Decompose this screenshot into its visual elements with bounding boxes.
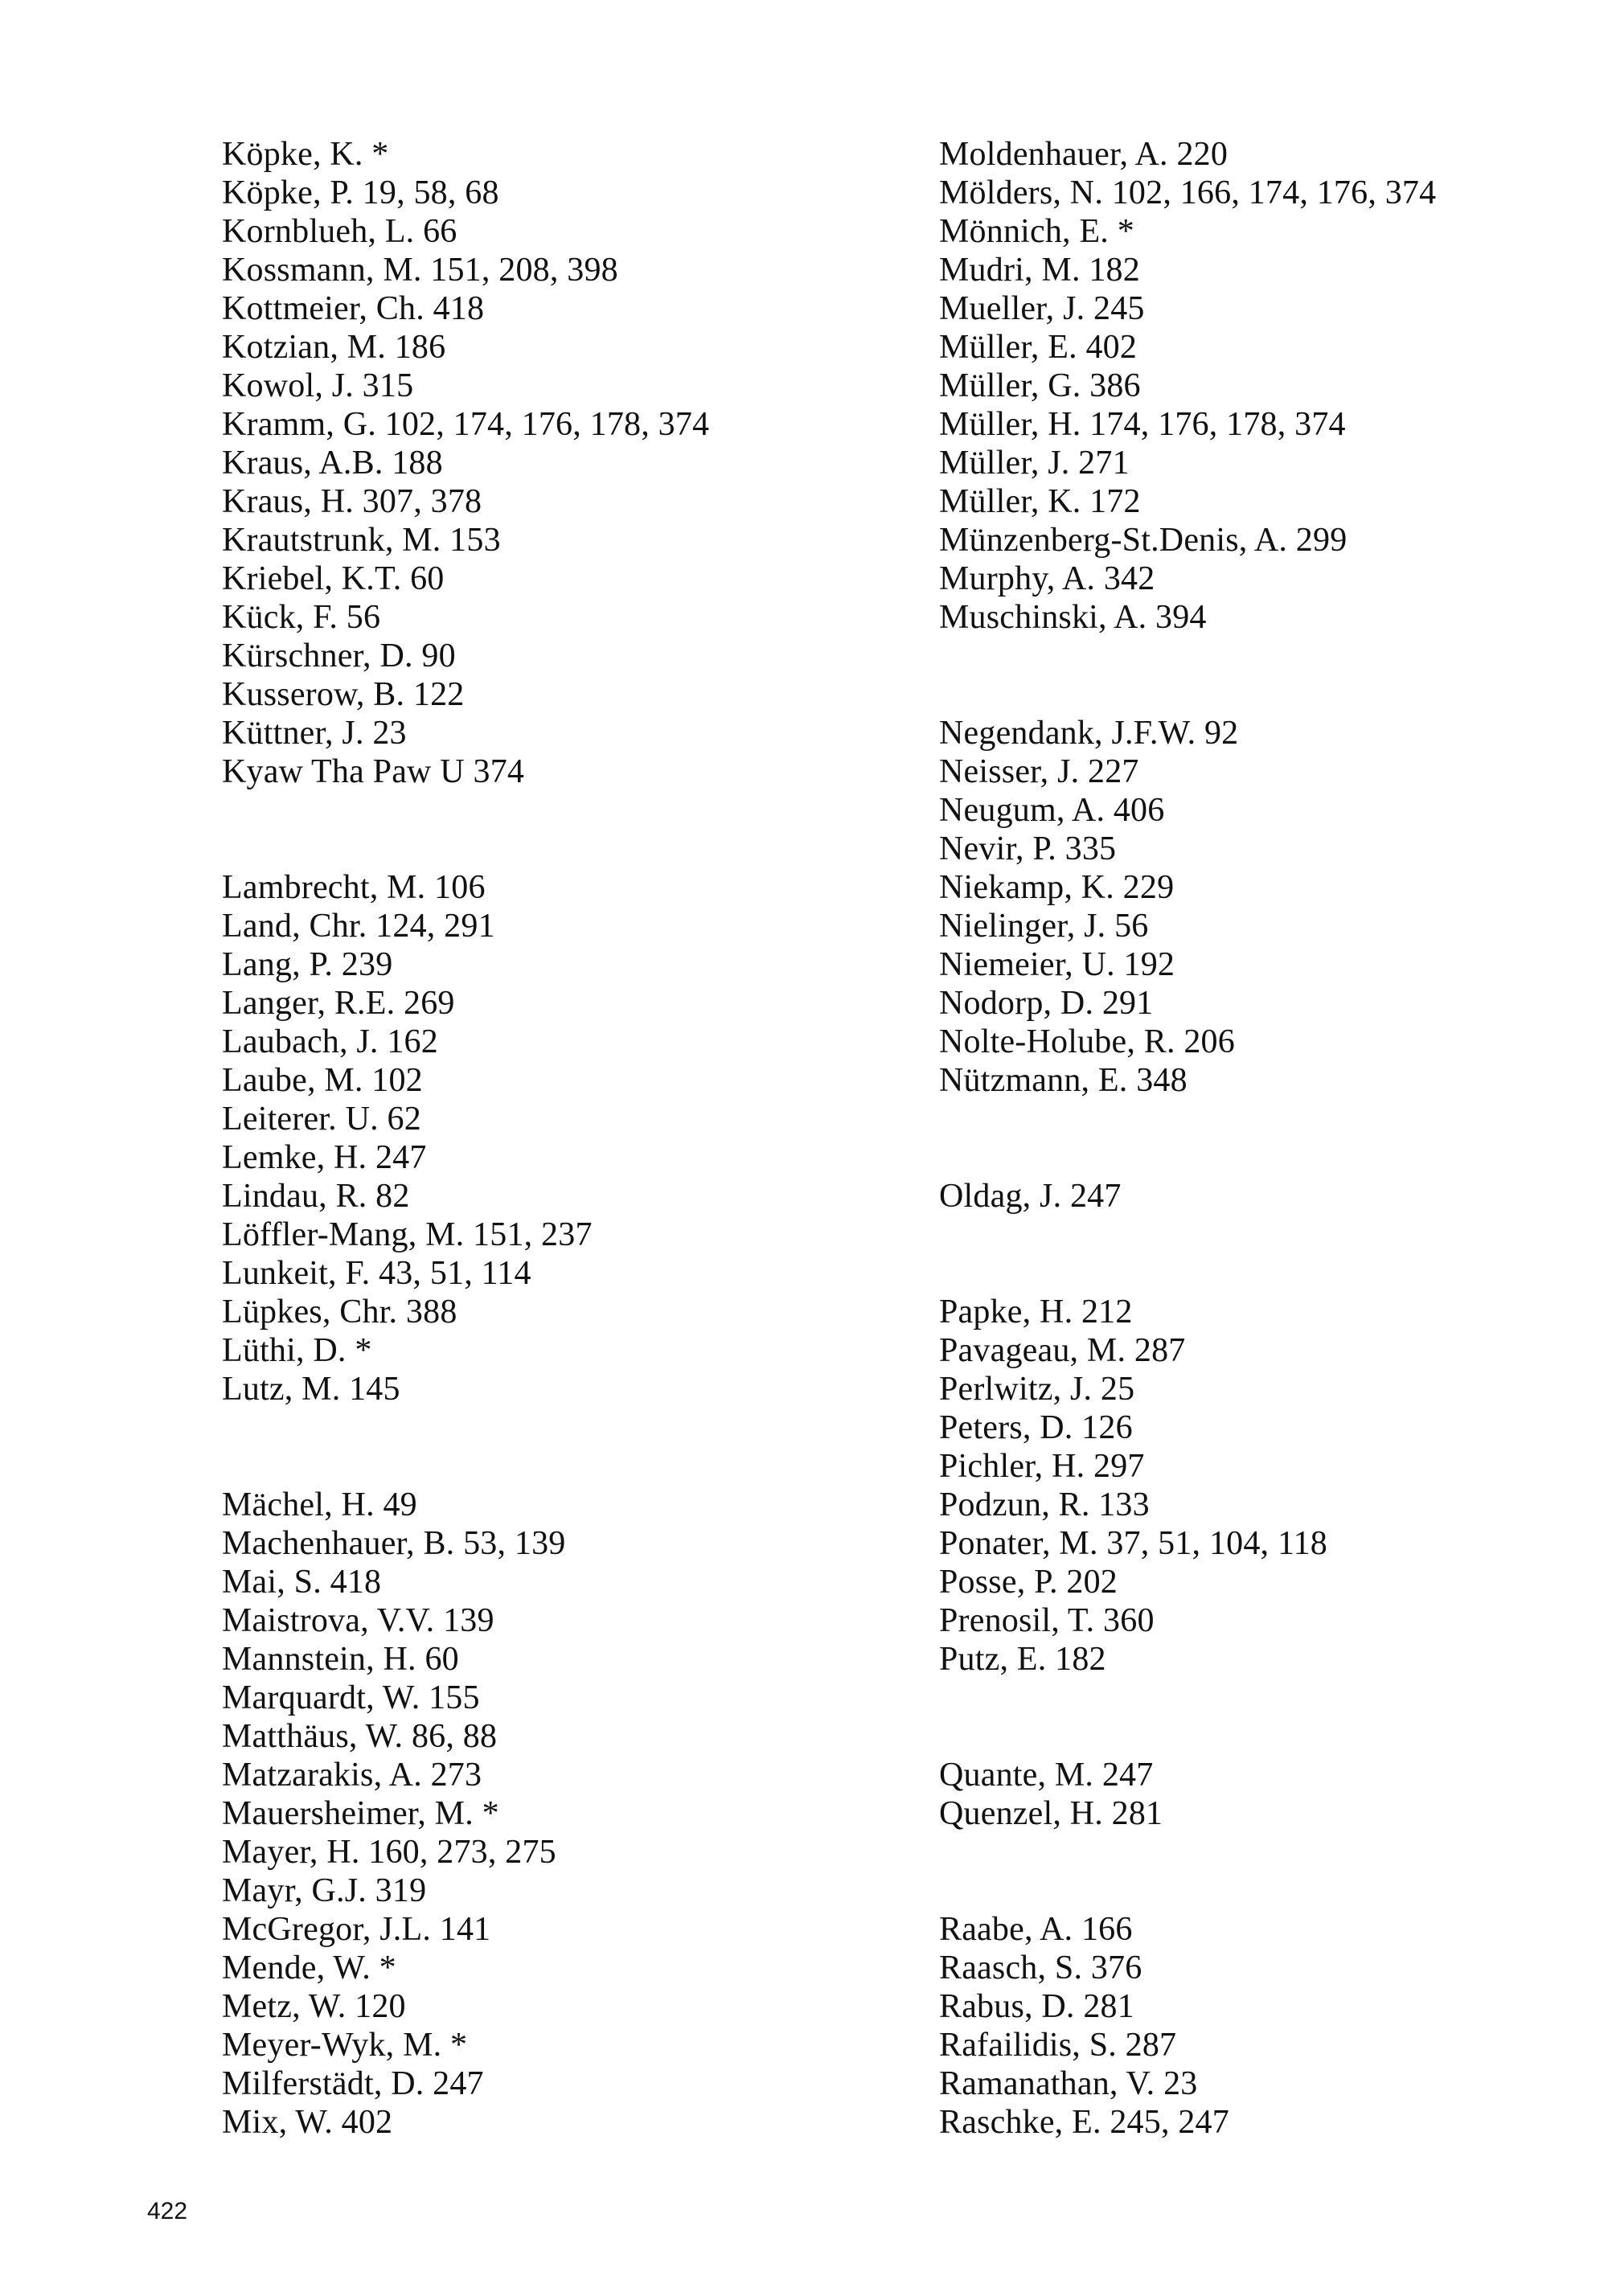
index-entry: Kraus, H. 307, 378	[222, 483, 482, 520]
index-entry: Nodorp, D. 291	[939, 985, 1154, 1022]
index-entry: Mudri, M. 182	[939, 252, 1140, 289]
group-spacer	[939, 1833, 1582, 1910]
index-entry: Kraus, A.B. 188	[222, 445, 443, 482]
index-entry: Mannstein, H. 60	[222, 1641, 459, 1678]
index-entry: Mix, W. 402	[222, 2104, 393, 2141]
index-entry: Kottmeier, Ch. 418	[222, 290, 485, 327]
index-entry: Muschinski, A. 394	[939, 599, 1207, 636]
index-entry: Quenzel, H. 281	[939, 1795, 1163, 1832]
index-entry: Kotzian, M. 186	[222, 329, 446, 366]
index-entry: Pichler, H. 297	[939, 1448, 1145, 1485]
index-entry: Podzun, R. 133	[939, 1486, 1150, 1523]
group-spacer	[939, 1100, 1582, 1177]
index-entry: Kossmann, M. 151, 208, 398	[222, 252, 618, 289]
index-entry: Maistrova, V.V. 139	[222, 1602, 494, 1639]
index-entry: Niekamp, K. 229	[939, 869, 1175, 906]
index-entry: Prenosil, T. 360	[939, 1602, 1155, 1639]
index-entry: Neugum, A. 406	[939, 792, 1165, 829]
index-entry: Lemke, H. 247	[222, 1139, 427, 1176]
index-entry: Rafailidis, S. 287	[939, 2027, 1177, 2064]
index-entry: Nielinger, J. 56	[939, 908, 1149, 945]
index-entry: Mayr, G.J. 319	[222, 1872, 427, 1909]
index-entry: Köpke, P. 19, 58, 68	[222, 174, 499, 211]
index-entry: Lang, P. 239	[222, 946, 393, 983]
group-spacer	[222, 1408, 881, 1486]
group-spacer	[222, 791, 881, 868]
index-entry: Ponater, M. 37, 51, 104, 118	[939, 1525, 1328, 1562]
index-entry: Kusserow, B. 122	[222, 676, 465, 713]
index-entry: Lambrecht, M. 106	[222, 869, 486, 906]
index-entry: Mauersheimer, M. *	[222, 1795, 499, 1832]
index-entry: Lunkeit, F. 43, 51, 114	[222, 1255, 531, 1292]
index-entry: Metz, W. 120	[222, 1988, 406, 2025]
index-entry: Kramm, G. 102, 174, 176, 178, 374	[222, 406, 710, 443]
index-entry: Kück, F. 56	[222, 599, 381, 636]
index-entry: Mai, S. 418	[222, 1564, 382, 1601]
page-number: 422	[147, 2198, 188, 2224]
index-entry: Laube, M. 102	[222, 1062, 423, 1099]
index-group-q	[939, 1756, 1582, 1833]
index-entry: Raasch, S. 376	[939, 1950, 1142, 1986]
index-entry: Müller, E. 402	[939, 329, 1138, 366]
group-spacer	[939, 1216, 1582, 1293]
index-entry: McGregor, J.L. 141	[222, 1911, 491, 1948]
index-entry: Milferstädt, D. 247	[222, 2065, 484, 2102]
index-entry: Leiterer. U. 62	[222, 1101, 421, 1138]
index-entry: Mönnich, E. *	[939, 213, 1134, 250]
index-entry: Müller, H. 174, 176, 178, 374	[939, 406, 1346, 443]
index-entry: Mueller, J. 245	[939, 290, 1145, 327]
index-entry: Mayer, H. 160, 273, 275	[222, 1834, 556, 1871]
index-entry: Ramanathan, V. 23	[939, 2065, 1198, 2102]
index-entry: Münzenberg-St.Denis, A. 299	[939, 522, 1348, 559]
index-entry: Kürschner, D. 90	[222, 638, 456, 674]
index-entry: Lüthi, D. *	[222, 1332, 372, 1369]
index-entry: Mende, W. *	[222, 1950, 396, 1986]
index-entry: Müller, K. 172	[939, 483, 1141, 520]
index-entry: Moldenhauer, A. 220	[939, 136, 1229, 173]
index-entry: Machenhauer, B. 53, 139	[222, 1525, 566, 1562]
index-group-r	[939, 1910, 1582, 2142]
index-entry: Papke, H. 212	[939, 1294, 1133, 1330]
index-entry: Posse, P. 202	[939, 1564, 1118, 1601]
index-entry: Pavageau, M. 287	[939, 1332, 1186, 1369]
index-entry: Kyaw Tha Paw U 374	[222, 753, 525, 790]
index-group-o	[939, 1177, 1582, 1216]
index-entry: Kriebel, K.T. 60	[222, 560, 445, 597]
index-entry: Peters, D. 126	[939, 1409, 1133, 1446]
index-entry: Langer, R.E. 269	[222, 985, 455, 1022]
index-entry: Kowol, J. 315	[222, 367, 414, 404]
index-entry: Lindau, R. 82	[222, 1178, 410, 1215]
index-entry: Löffler-Mang, M. 151, 237	[222, 1216, 593, 1253]
index-entry: Raabe, A. 166	[939, 1911, 1133, 1948]
index-entry: Negendank, J.F.W. 92	[939, 715, 1239, 752]
index-group-k	[222, 135, 881, 791]
index-entry: Raschke, E. 245, 247	[939, 2104, 1229, 2141]
index-entry: Mölders, N. 102, 166, 174, 176, 374	[939, 174, 1437, 211]
index-entry: Meyer-Wyk, M. *	[222, 2027, 468, 2064]
index-entry: Lutz, M. 145	[222, 1371, 400, 1408]
index-entry: Quante, M. 247	[939, 1757, 1154, 1794]
index-entry: Oldag, J. 247	[939, 1178, 1122, 1215]
index-entry: Murphy, A. 342	[939, 560, 1155, 597]
index-group-l	[222, 868, 881, 1408]
index-entry: Rabus, D. 281	[939, 1988, 1134, 2025]
group-spacer	[939, 1679, 1582, 1756]
index-entry: Müller, J. 271	[939, 445, 1130, 482]
index-entry: Matthäus, W. 86, 88	[222, 1718, 498, 1755]
index-entry: Kornblueh, L. 66	[222, 213, 457, 250]
index-entry: Laubach, J. 162	[222, 1023, 438, 1060]
index-entry: Köpke, K. *	[222, 136, 389, 173]
index-group-m-cont	[939, 135, 1582, 637]
index-group-m	[222, 1486, 881, 2142]
index-entry: Nolte-Holube, R. 206	[939, 1023, 1235, 1060]
index-group-n	[939, 714, 1582, 1100]
right-column	[939, 135, 1582, 2142]
index-entry: Putz, E. 182	[939, 1641, 1106, 1678]
index-entry: Nützmann, E. 348	[939, 1062, 1188, 1099]
group-spacer	[939, 637, 1582, 714]
index-entry: Neisser, J. 227	[939, 753, 1139, 790]
index-entry: Müller, G. 386	[939, 367, 1141, 404]
index-group-p	[939, 1293, 1582, 1679]
index-entry: Lüpkes, Chr. 388	[222, 1294, 457, 1330]
index-entry: Nevir, P. 335	[939, 830, 1117, 867]
index-entry: Matzarakis, A. 273	[222, 1757, 482, 1794]
index-entry: Land, Chr. 124, 291	[222, 908, 495, 945]
index-entry: Krautstrunk, M. 153	[222, 522, 501, 559]
index-entry: Küttner, J. 23	[222, 715, 407, 752]
index-entry: Niemeier, U. 192	[939, 946, 1175, 983]
index-entry: Marquardt, W. 155	[222, 1679, 480, 1716]
left-column	[222, 135, 881, 2142]
index-entry: Perlwitz, J. 25	[939, 1371, 1135, 1408]
index-entry: Mächel, H. 49	[222, 1486, 417, 1523]
